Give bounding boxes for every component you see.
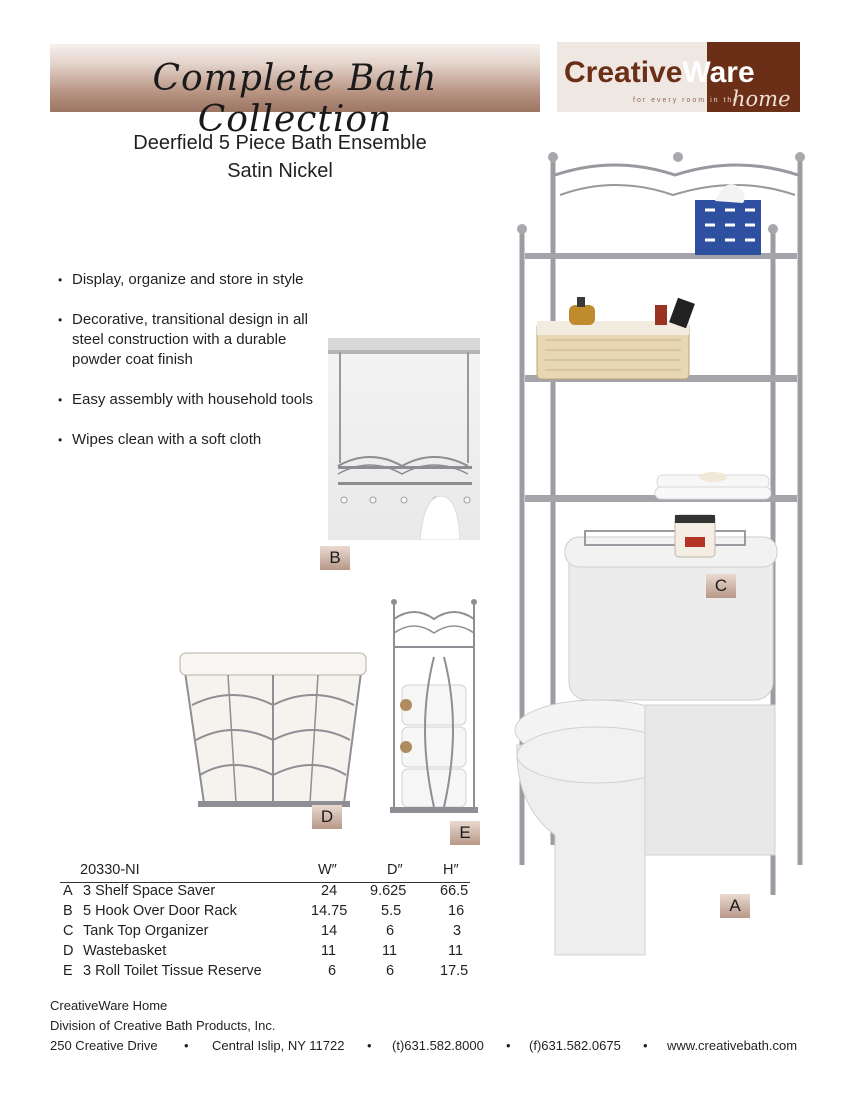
banner-title: Complete Bath Collection <box>152 58 438 140</box>
col-height-header: H″ <box>443 862 459 878</box>
photo-label-b: B <box>320 546 350 570</box>
feature-item: • Wipes clean with a soft cloth <box>58 430 318 450</box>
feature-item: • Display, organize and store in style <box>58 270 318 290</box>
spec-table <box>60 862 480 983</box>
wastebasket-image <box>178 645 368 815</box>
footer-separator: • <box>643 1038 648 1053</box>
footer-company: CreativeWare Home <box>50 998 168 1013</box>
collection-banner <box>50 44 540 140</box>
col-depth-header: D″ <box>387 862 403 878</box>
spec-row: A 3 Shelf Space Saver 24 9.625 66.5 <box>63 883 469 899</box>
tissue-reserve-image <box>386 597 482 817</box>
spec-row: B 5 Hook Over Door Rack 14.75 5.5 16 <box>63 903 465 919</box>
footer-fax: (f)631.582.0675 <box>529 1038 621 1053</box>
photo-label-c: C <box>706 574 736 598</box>
tissue-reserve-photo <box>386 597 482 817</box>
sku-number: 20330-NI <box>80 862 140 878</box>
wastebasket-photo <box>178 645 368 815</box>
footer-separator: • <box>367 1038 372 1053</box>
product-name: Deerfield 5 Piece Bath Ensemble <box>133 132 427 154</box>
footer-city: Central Islip, NY 11722 <box>212 1038 345 1053</box>
col-width-header: W″ <box>318 862 337 878</box>
feature-item: • Decorative, transitional design in all steel construction with a durable powder coat finish <box>58 310 318 370</box>
feature-list <box>58 270 318 470</box>
spec-header-row <box>60 862 470 883</box>
footer-phone: (t)631.582.8000 <box>392 1038 484 1053</box>
over-door-rack-image <box>328 338 480 540</box>
over-door-rack-photo <box>328 338 480 540</box>
photo-label-d: D <box>312 805 342 829</box>
footer-separator: • <box>506 1038 511 1053</box>
photo-label-a: A <box>720 894 750 918</box>
spec-row: E 3 Roll Toilet Tissue Reserve 6 6 17.5 <box>63 963 469 979</box>
feature-item: • Easy assembly with household tools <box>58 390 318 410</box>
space-saver-image <box>505 145 825 965</box>
footer-separator: • <box>184 1038 189 1053</box>
spec-row: C Tank Top Organizer 14 6 3 <box>63 923 462 939</box>
product-finish: Satin Nickel <box>227 160 333 182</box>
footer-division: Division of Creative Bath Products, Inc. <box>50 1018 276 1033</box>
footer-address: 250 Creative Drive <box>50 1038 158 1053</box>
spec-row: D Wastebasket 11 11 11 <box>63 943 464 959</box>
space-saver-photo <box>505 145 825 965</box>
photo-label-e: E <box>450 821 480 845</box>
creativeware-logo: CreativeWare for every room in the home <box>557 42 800 112</box>
footer-website-link[interactable]: www.creativebath.com <box>667 1038 798 1053</box>
